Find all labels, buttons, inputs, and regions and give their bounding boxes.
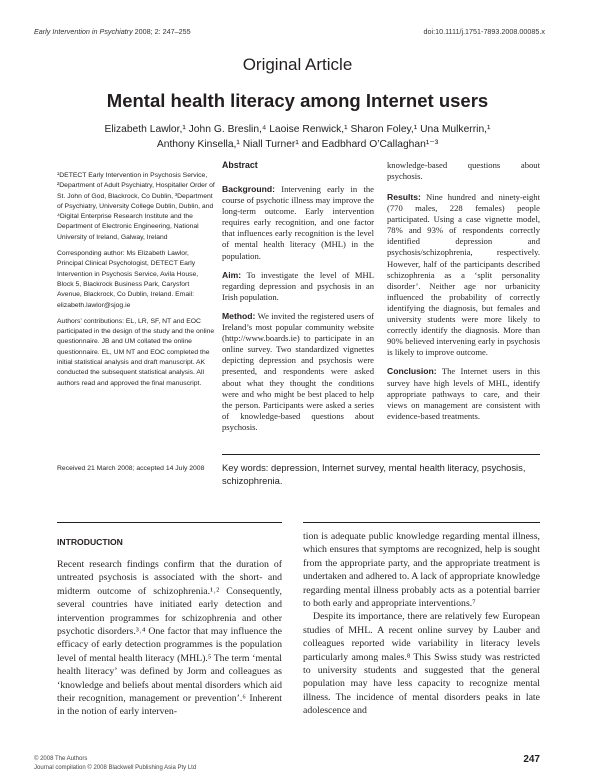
correspondence: Corresponding author: Ms Elizabeth Lawlor, Principal Clinical Psychologist, DETECT Early Intervention in Psychosis Service, Avila House, Block 5, Blackrock Business Park, Carysfort Avenue, Blackrock, Co Dublin, Ireland. Email: elizabeth.lawlor@sjog.ie <box>57 250 199 309</box>
keywords: Key words: depression, Internet survey, mental health literacy, psychosis, schizophrenia. <box>222 462 526 486</box>
abstract-conclusion: Conclusion: The Internet users in this survey have high levels of MHL, identify appropriate pathways to care, and their views on management are consistent with evidence-based treatments. <box>387 366 540 421</box>
running-head-left <box>34 27 191 36</box>
article-title: Mental health literacy among Internet users <box>106 90 489 111</box>
intro-rule-right <box>303 522 540 523</box>
intro-paragraph-1: Recent research findings confirm that the duration of untreated psychosis is associated with the short- and midterm outcome of schizophrenia.¹˒² Consequently, several countries have initiated early detection and intervention programmes for schizophrenia and other psychotic disorders.³˒⁴ One factor that may influence the efficacy of early detection programmes is the population level of mental health literacy (MHL).⁵ The term ‘mental health literacy’ was defined by Jorm and colleagues as ‘knowledge and beliefs about mental disorders which aid their recognition, management or prevention’.⁶ Inherent in the notion of early interven- <box>57 559 282 718</box>
footer-compilation: Journal compilation © 2008 Blackwell Publishing Asia Pty Ltd <box>34 765 197 771</box>
author-info <box>57 171 215 395</box>
method-label: Method: <box>222 310 256 321</box>
author-contributions: Authors’ contributions: EL, LR, SF, NT and EOC participated in the design of the study and the online questionnaire. JB and UM collated the online questionnaire. EL, UM NT and EOC completed the initial statistical analysis and draft manuscript. AK conducted the subsequent statistical analysis. All authors read and approved the final manuscript. <box>57 317 215 387</box>
abstract-aim: Aim: To investigate the level of MHL regarding depression and psychosis in an Irish population. <box>222 269 374 302</box>
body-col-right <box>303 530 540 718</box>
abstract-method: Method: We invited the registered users of Ireland’s most popular community website (http://www.boards.ie) to participate in an online survey. Two standardized vignettes depicting depression and psychosis were presented, and respondents were asked about what they thought the conditions were and who might be best placed to help the person. Participants were asked a series of knowledge-based questions about psychosis. <box>222 310 374 432</box>
abstract-col-right <box>387 160 540 430</box>
intro-paragraph-2: Despite its importance, there are relatively few European studies of MHL. A recent online survey by Lauber and colleagues reported wide variability in literacy levels particularly among males.⁸ This Swiss study was restricted to university students and suggested that the general population may have less capacity to recognize mental illness. The incidence of mental disorders peaks in late adolescence and <box>303 611 540 717</box>
citation: 2008; 2: 247–255 <box>132 27 191 36</box>
intro-heading: INTRODUCTION <box>57 537 123 547</box>
author-line-1: Elizabeth Lawlor,¹ John G. Breslin,⁴ Laoise Renwick,¹ Sharon Foley,¹ Una Mulkerrin,¹ <box>104 124 491 135</box>
background-label: Background: <box>222 184 275 194</box>
received-dates: Received 21 March 2008; accepted 14 July 2008 <box>57 465 205 472</box>
abstract-col-left <box>222 184 374 441</box>
method-continuation: knowledge-based questions about psychosis. <box>387 160 540 182</box>
body-col-left <box>57 558 282 719</box>
section-label: Original Article <box>242 55 353 74</box>
journal-name: Early Intervention in Psychiatry <box>34 27 133 36</box>
intro-paragraph-1-cont: tion is adequate public knowledge regarding mental illness, which ensures that symptoms are recognized, help is sought from the appropriate party, and the appropriate treatment is undertaken and adhered to. A lack of appropriate knowledge regarding mental illness probably acts as a potential barrier to both early and appropriate interventions.⁷ <box>303 531 540 610</box>
abstract-divider <box>222 454 540 455</box>
doi: doi:10.1111/j.1751-7893.2008.00085.x <box>423 27 545 36</box>
conclusion-label: Conclusion: <box>387 366 437 377</box>
intro-rule-left <box>57 522 282 523</box>
abstract-heading: Abstract <box>222 160 258 170</box>
author-list <box>70 122 525 152</box>
abstract-background: Background: Intervening early in the course of psychotic illness may improve the long-term outcome. Early intervention requires early recognition, and one factor that influences early recognition is the level of mental health literacy (MHL) in the population. <box>222 184 374 261</box>
page-number: 247 <box>523 754 540 765</box>
abstract-results: Results: Nine hundred and ninety-eight (770 males, 228 females) people participated. Using a case vignette model, 78% and 93% of respondents correctly identified depression and psychosis/schizophrenia, respectively. However, half of the participants described schizophrenia as a ‘split personality disorder’. Neither age nor urbanicity influenced the probability of correctly identifying the diagnosis, but females and university students were more likely to correctly identify the diagnosis. More than 90% believed intervening early in psychosis is likely to improve outcome. <box>387 192 540 358</box>
aim-label: Aim: <box>222 269 242 280</box>
results-label: Results: <box>387 192 421 202</box>
affiliations: ¹DETECT Early Intervention in Psychosis Service, ²Department of Adult Psychiatry, Hospitaller Order of St. John of God, Blackrock, Co Dublin, ³Department of Psychiatry, University College Dublin, Dublin, and ⁴Digital Enterprise Research Institute and the Department of Electronic Engineering, National University of Ireland, Galway, Ireland <box>57 172 215 241</box>
author-line-2: Anthony Kinsella,¹ Niall Turner¹ and Eadbhard O’Callaghan¹⁻³ <box>156 139 439 150</box>
footer-copyright: © 2008 The Authors <box>34 756 88 762</box>
